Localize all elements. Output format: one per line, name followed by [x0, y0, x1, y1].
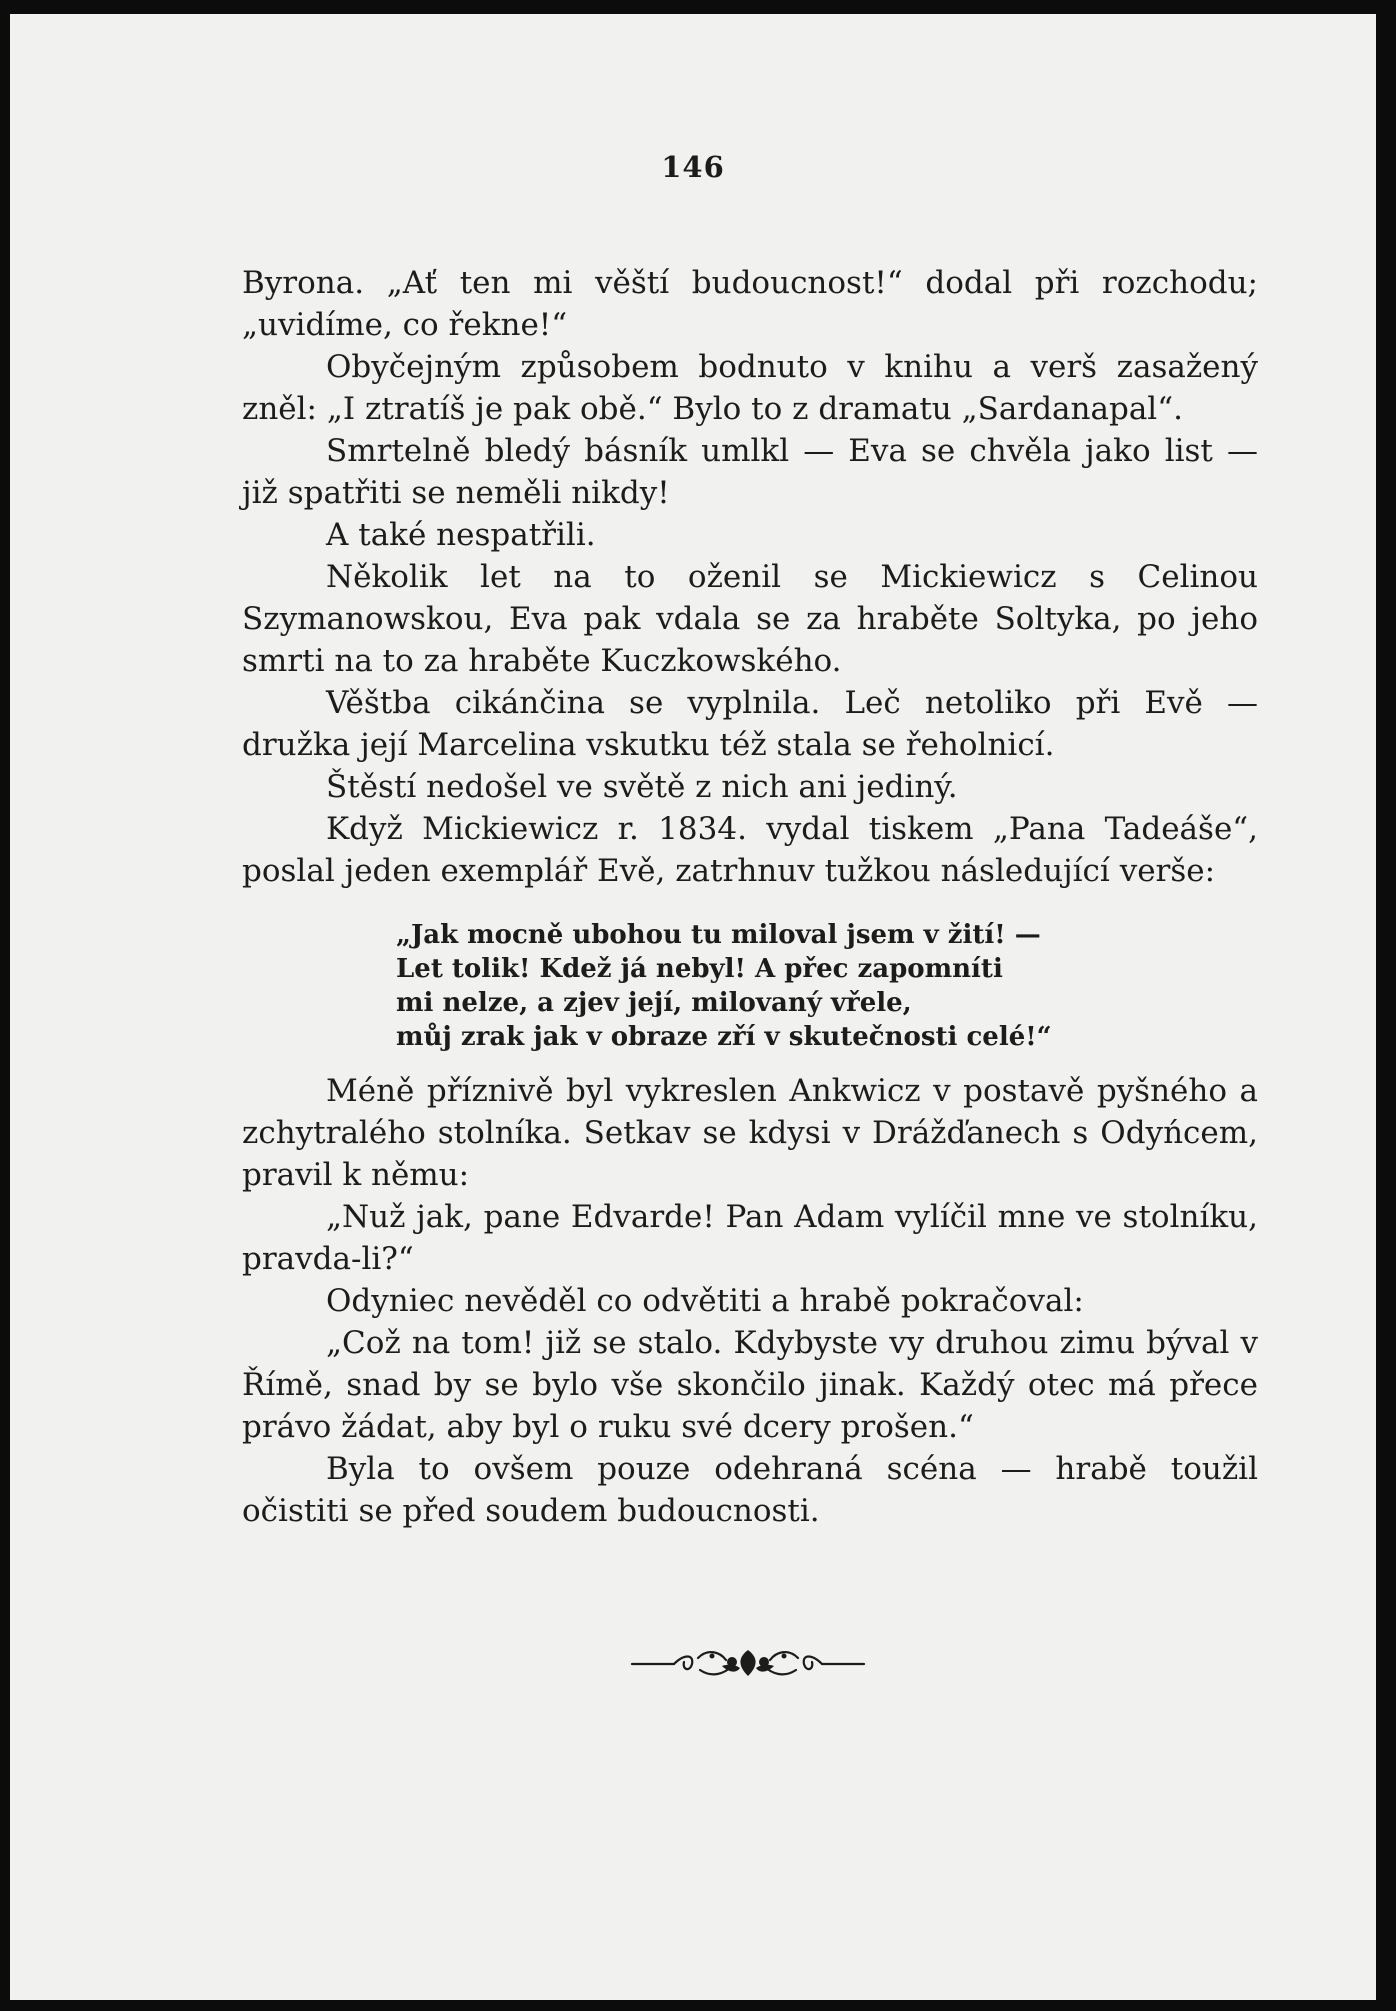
paragraph: Odyniec nevěděl co odvětiti a hrabě pokračoval:	[326, 1283, 1084, 1319]
verse-quotation	[396, 918, 1176, 1054]
paragraph: A také nespatřili.	[326, 517, 596, 553]
main-text-lower	[242, 1070, 1258, 1532]
paragraph: Obyčejným způsobem bodnuto v knihu a verš zasažený zněl: „I ztratíš je pak obě.“ Bylo to z dramatu „Sardanapal“.	[242, 349, 1258, 427]
paragraph: Smrtelně bledý básník umlkl — Eva se chvěla jako list — již spatřiti se neměli nikdy!	[242, 433, 1258, 511]
paragraph: Byla to ovšem pouze odehraná scéna — hrabě toužil očistiti se před soudem budoucnosti.	[242, 1451, 1258, 1529]
floral-tailpiece-icon	[628, 1642, 868, 1682]
paragraph: Když Mickiewicz r. 1834. vydal tiskem „Pana Tadeáše“, poslal jeden exemplář Evě, zatrhnuv tužkou následující verše:	[242, 811, 1258, 889]
paragraph: Méně příznivě byl vykreslen Ankwicz v postavě pyšného a zchytralého stolníka. Setkav se kdysi v Drážďanech s Odyńcem, pravil k němu:	[242, 1073, 1258, 1193]
verse-line: můj zrak jak v obraze zří v skutečnosti celé!“	[396, 1022, 1052, 1052]
paragraph: Věštba cikánčina se vyplnila. Leč netoliko při Evě — družka její Marcelina vskutku též stala se řeholnicí.	[242, 685, 1258, 763]
paragraph: Štěstí nedošel ve světě z nich ani jediný.	[326, 769, 958, 805]
verse-line: mi nelze, a zjev její, milovaný vřele,	[396, 988, 912, 1018]
verse-line: „Jak mocně ubohou tu miloval jsem v žití! —	[396, 920, 1041, 950]
main-text-upper	[242, 262, 1258, 892]
paragraph: „Nuž jak, pane Edvarde! Pan Adam vylíčil mne ve stolníku, pravda-li?“	[242, 1199, 1258, 1277]
paragraph: Několik let na to oženil se Mickiewicz s Celinou Szymanowskou, Eva pak vdala se za hraběte Soltyka, po jeho smrti na to za hraběte Kuczkowského.	[242, 559, 1258, 679]
paragraph: Byrona. „Ať ten mi věští budoucnost!“ dodal při rozchodu; „uvidíme, co řekne!“	[242, 265, 1258, 343]
paragraph: „Což na tom! již se stalo. Kdybyste vy druhou zimu býval v Římě, snad by se bylo vše skončilo jinak. Každý otec má přece právo žádat, aby byl o ruku své dcery prošen.“	[242, 1325, 1258, 1445]
book-page	[10, 14, 1376, 2000]
page-number: 146	[661, 150, 725, 184]
verse-line: Let tolik! Kdež já nebyl! A přec zapomníti	[396, 954, 1003, 984]
